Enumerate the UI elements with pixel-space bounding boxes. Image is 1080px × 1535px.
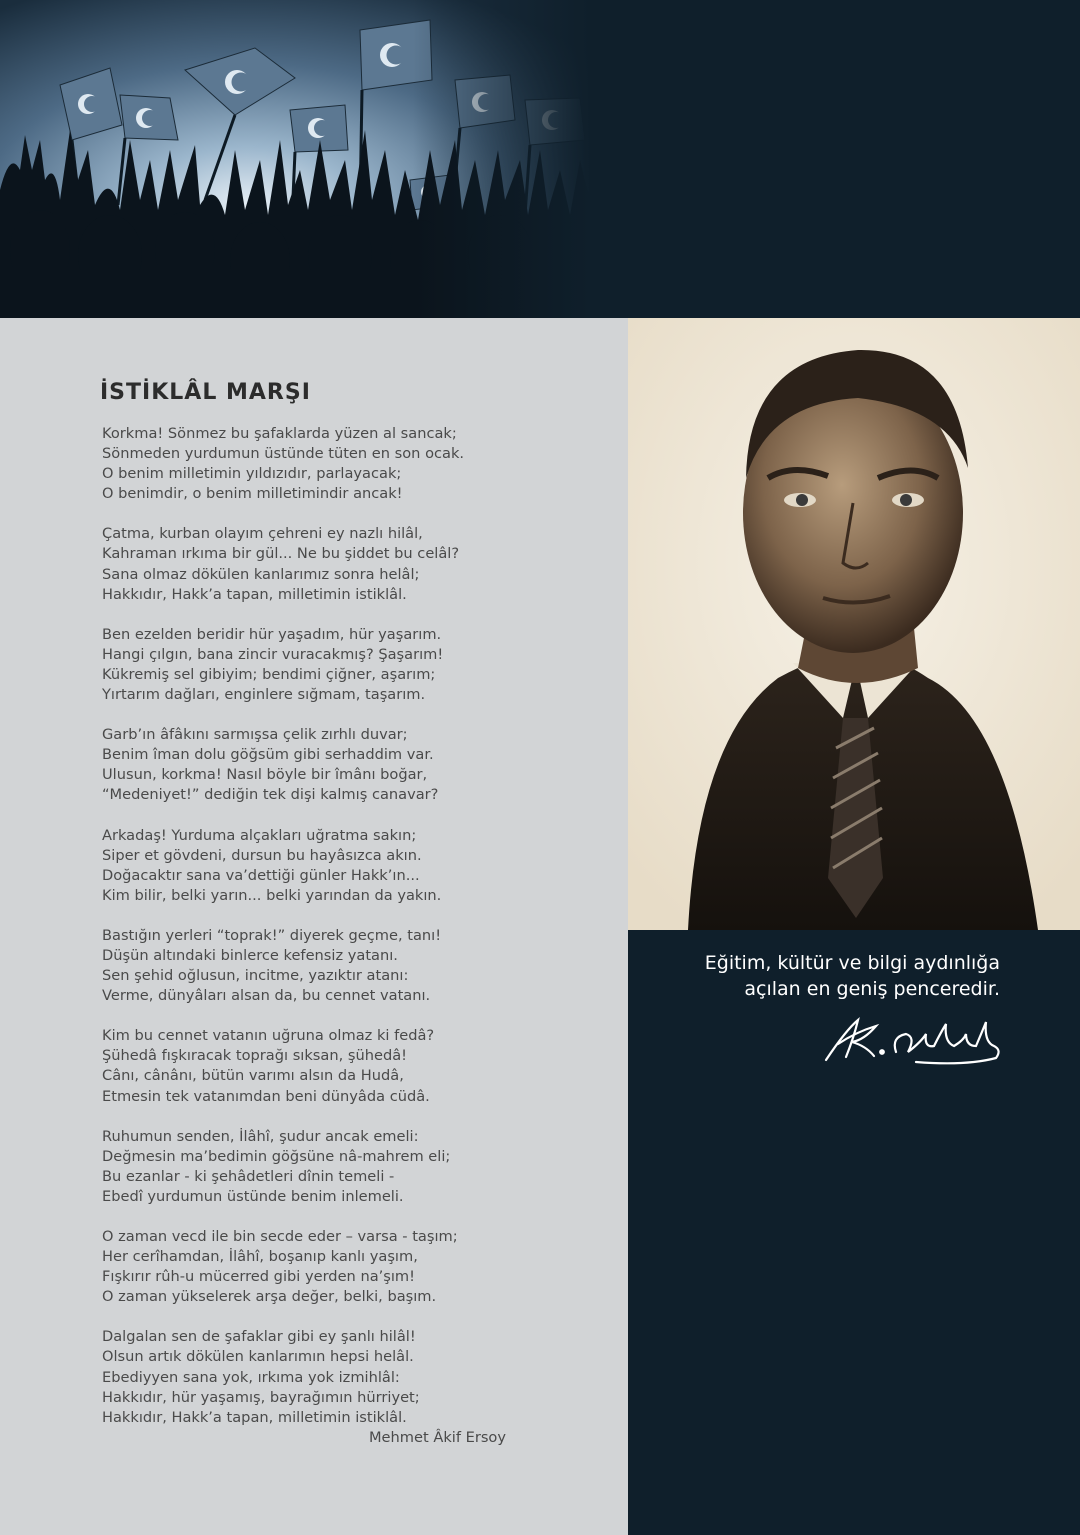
anthem-panel xyxy=(0,318,628,1535)
anthem-line: Şühedâ fışkıracak toprağı sıksan, şühedâ! xyxy=(102,1047,408,1065)
ataturk-signature xyxy=(816,1012,1006,1067)
anthem-line: Siper et gövdeni, dursun bu hayâsızca akın. xyxy=(102,846,422,864)
quote-line-1: Eğitim, kültür ve bilgi aydınlığa xyxy=(704,952,1000,974)
anthem-stanza xyxy=(102,725,602,805)
anthem-line: Sana olmaz dökülen kanlarımız sonra helâl; xyxy=(102,565,420,583)
anthem-line: Ben ezelden beridir hür yaşadım, hür yaşarım. xyxy=(102,625,442,643)
anthem-stanza xyxy=(102,1127,602,1207)
anthem-line: Garb’ın âfâkını sarmışsa çelik zırhlı duvar; xyxy=(102,726,408,744)
anthem-line: Cânı, cânânı, bütün varımı alsın da Hudâ, xyxy=(102,1067,404,1085)
anthem-author: Mehmet Âkif Ersoy xyxy=(368,1428,506,1446)
quote-panel xyxy=(628,930,1080,1535)
anthem-line: Ebediyyen sana yok, ırkıma yok izmihlâl: xyxy=(102,1368,400,1386)
anthem-line: Sönmeden yurdumun üstünde tüten en son ocak. xyxy=(102,445,465,463)
anthem-line: O zaman vecd ile bin secde eder – varsa - taşım; xyxy=(102,1228,458,1245)
ataturk-portrait xyxy=(628,318,1080,930)
anthem-line: Etmesin tek vatanımdan beni dünyâda cüdâ. xyxy=(102,1087,430,1105)
anthem-line: O benim milletimin yıldızıdır, parlayacak; xyxy=(102,465,402,483)
anthem-stanza xyxy=(102,524,602,604)
anthem-stanza xyxy=(102,625,602,705)
anthem-line: Her cerîhamdan, İlâhî, boşanıp kanlı yaşım, xyxy=(102,1248,418,1266)
anthem-line: Fışkırır rûh-u mücerred gibi yerden na’şım! xyxy=(102,1268,415,1286)
anthem-stanza xyxy=(102,1227,602,1307)
anthem-line: Kim bu cennet vatanın uğruna olmaz ki fedâ? xyxy=(102,1027,435,1045)
anthem-line: Düşün altındaki binlerce kefensiz yatanı. xyxy=(102,946,398,964)
anthem-line: Değmesin ma’bedimin göğsüne nâ-mahrem eli; xyxy=(102,1147,451,1165)
anthem-line: Doğacaktır sana va’dettiği günler Hakk’ın... xyxy=(102,866,420,884)
anthem-line: Kim bilir, belki yarın... belki yarından da yakın. xyxy=(102,886,442,904)
anthem-stanza xyxy=(102,826,602,906)
anthem-line: Benim îman dolu göğsüm gibi serhaddim var. xyxy=(102,746,434,764)
anthem-line: Kükremiş sel gibiyim; bendimi çiğner, aşarım; xyxy=(102,665,436,683)
anthem-line: Arkadaş! Yurduma alçakları uğratma sakın; xyxy=(102,826,417,844)
anthem-line: Yırtarım dağları, enginlere sığmam, taşarım. xyxy=(102,686,426,704)
crowd-flags-illustration xyxy=(0,0,590,318)
anthem-line: Ruhumun senden, İlâhî, şudur ancak emeli: xyxy=(102,1127,419,1145)
anthem-title: İSTİKLÂL MARŞI xyxy=(100,380,311,405)
quote-line-2: açılan en geniş penceredir. xyxy=(744,978,1000,1000)
anthem-line: Hangi çılgın, bana zincir vuracakmış? Şaşarım! xyxy=(102,645,444,663)
anthem-stanza xyxy=(102,1026,602,1106)
anthem-line: Dalgalan sen de şafaklar gibi ey şanlı hilâl! xyxy=(102,1328,416,1346)
anthem-line: Bu ezanlar - ki şehâdetleri dînin temeli - xyxy=(102,1167,395,1185)
crowd-flags-photo xyxy=(0,0,590,318)
anthem-stanzas xyxy=(102,424,602,1448)
anthem-line: Ulusun, korkma! Nasıl böyle bir îmânı boğar, xyxy=(102,766,428,784)
anthem-line: Sen şehid oğlusun, incitme, yazıktır atanı: xyxy=(102,967,409,985)
anthem-line: “Medeniyet!” dediğin tek dişi kalmış canavar? xyxy=(102,786,439,804)
top-banner xyxy=(0,0,1080,318)
anthem-line: Çatma, kurban olayım çehreni ey nazlı hilâl, xyxy=(102,525,423,543)
anthem-line: Verme, dünyâları alsan da, bu cennet vatanı. xyxy=(102,987,431,1005)
anthem-stanza xyxy=(102,424,602,504)
anthem-line: Kahraman ırkıma bir gül... Ne bu şiddet bu celâl? xyxy=(102,545,460,563)
anthem-line: O zaman yükselerek arşa değer, belki, başım. xyxy=(102,1288,437,1306)
anthem-line: Ebedî yurdumun üstünde benim inlemeli. xyxy=(102,1187,404,1205)
anthem-stanza xyxy=(102,926,602,1006)
anthem-stanza xyxy=(102,1327,602,1427)
portrait-illustration xyxy=(628,318,1080,930)
anthem-line: Hakkıdır, Hakk’a tapan, milletimin istiklâl. xyxy=(102,585,407,603)
anthem-line: Olsun artık dökülen kanlarımın hepsi helâl. xyxy=(102,1348,414,1366)
anthem-line: Bastığın yerleri “toprak!” diyerek geçme, tanı! xyxy=(102,926,442,944)
ataturk-quote xyxy=(640,950,1000,1002)
anthem-line: Korkma! Sönmez bu şafaklarda yüzen al sancak; xyxy=(102,425,457,442)
anthem-line: O benimdir, o benim milletimindir ancak! xyxy=(102,485,403,503)
anthem-line: Hakkıdır, hür yaşamış, bayrağımın hürriyet; xyxy=(102,1388,420,1406)
anthem-line: Hakkıdır, Hakk’a tapan, milletimin istiklâl. xyxy=(102,1408,407,1426)
